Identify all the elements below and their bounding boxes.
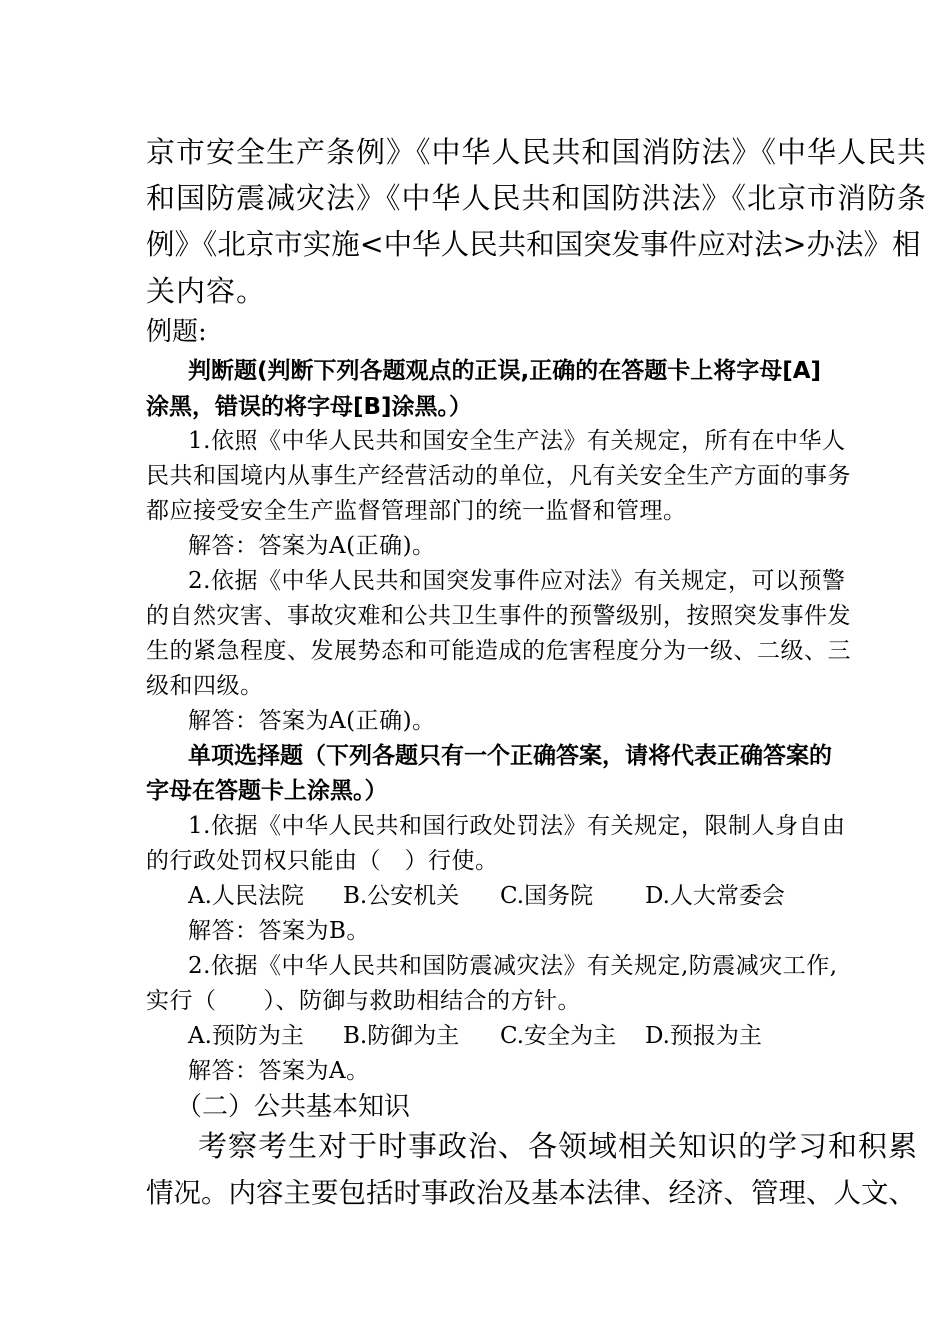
single-choice-q2-line-2: 实行（ ）、防御与救助相结合的方针。 <box>146 988 581 1014</box>
single-choice-q2-line-1: 2.依据《中华人民共和国防震减灾法》有关规定,防震减灾工作, <box>188 953 838 979</box>
q2-option-c: C.安全为主 <box>500 1023 617 1049</box>
single-choice-q1-answer: 解答：答案为B。 <box>188 918 370 944</box>
section2-line-2: 情况。内容主要包括时事政治及基本法律、经济、管理、人文、 <box>146 1177 916 1209</box>
judgement-q1-line-3: 都应接受安全生产监督管理部门的统一监督和管理。 <box>146 498 687 524</box>
q1-option-a: A.人民法院 <box>188 883 304 909</box>
single-choice-q1-line-2: 的行政处罚权只能由（ ）行使。 <box>146 848 499 874</box>
judgement-q2-answer: 解答：答案为A(正确)。 <box>188 708 436 734</box>
q1-option-b: B.公安机关 <box>343 883 460 909</box>
judgement-q2-line-1: 2.依据《中华人民共和国突发事件应对法》有关规定，可以预警 <box>188 568 846 594</box>
single-choice-heading-line-1: 单项选择题（下列各题只有一个正确答案，请将代表正确答案的 <box>188 743 832 769</box>
judgement-q1-line-2: 民共和国境内从事生产经营活动的单位，凡有关安全生产方面的事务 <box>146 463 851 489</box>
q2-option-b: B.防御为主 <box>343 1023 460 1049</box>
judgement-q1-answer: 解答：答案为A(正确)。 <box>188 533 436 559</box>
q2-option-a: A.预防为主 <box>188 1023 304 1049</box>
intro-line-3: 例》《北京市实施<中华人民共和国突发事件应对法>办法》相 <box>146 228 921 261</box>
example-label: 例题: <box>146 317 207 347</box>
single-choice-q2-answer: 解答：答案为A。 <box>188 1058 370 1084</box>
q2-option-d: D.预报为主 <box>645 1023 762 1049</box>
judgement-q1-line-1: 1.依照《中华人民共和国安全生产法》有关规定，所有在中华人 <box>188 428 846 454</box>
single-choice-heading-line-2: 字母在答题卡上涂黑。） <box>146 778 388 804</box>
single-choice-q1-line-1: 1.依据《中华人民共和国行政处罚法》有关规定，限制人身自由 <box>188 813 846 839</box>
judgement-q2-line-3: 生的紧急程度、发展势态和可能造成的危害程度分为一级、二级、三 <box>146 638 851 664</box>
q1-option-c: C.国务院 <box>500 883 594 909</box>
q1-option-d: D.人大常委会 <box>645 883 785 909</box>
judgement-q2-line-2: 的自然灾害、事故灾难和公共卫生事件的预警级别，按照突发事件发 <box>146 603 851 629</box>
judgement-heading-line-2: 涂黑，错误的将字母[B]涂黑。） <box>146 394 473 420</box>
intro-line-2: 和国防震减灾法》《中华人民共和国防洪法》《北京市消防条 <box>146 181 928 215</box>
judgement-heading-line-1: 判断题(判断下列各题观点的正误,正确的在答题卡上将字母[A] <box>188 358 822 384</box>
judgement-q2-line-4: 级和四级。 <box>146 673 264 699</box>
section2-line-1: 考察考生对于时事政治、各领域相关知识的学习和积累 <box>198 1129 919 1163</box>
section2-heading: （二）公共基本知识 <box>176 1092 411 1122</box>
intro-line-4: 关内容。 <box>146 274 267 308</box>
intro-line-1: 京市安全生产条例》《中华人民共和国消防法》《中华人民共 <box>146 135 928 169</box>
